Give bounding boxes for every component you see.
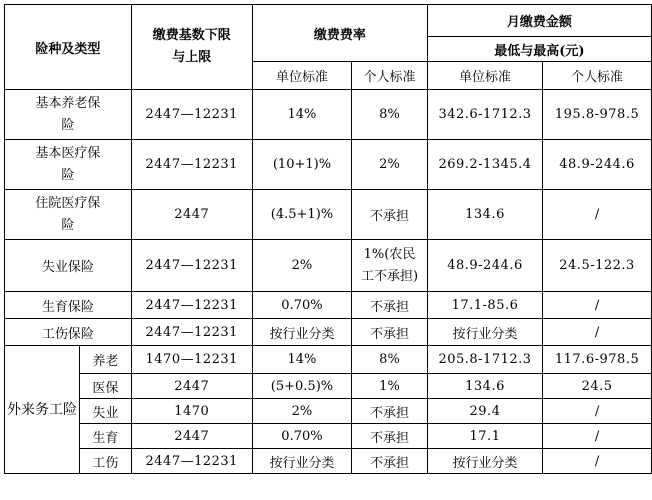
- header-base-range: [131, 5, 252, 90]
- row-personal-amount: 24.5: [543, 374, 652, 399]
- row-base: 1470—12231: [131, 346, 252, 374]
- social-insurance-table: [4, 4, 652, 474]
- row-name: 生育: [80, 424, 132, 449]
- table-row: [5, 374, 652, 399]
- row-personal-rate: [352, 240, 428, 292]
- row-unit-amount: 134.6: [427, 374, 542, 399]
- row-personal-rate: 1%: [352, 374, 428, 399]
- header-rate: 缴费费率: [252, 5, 427, 62]
- header-personal-standard-2: 个人标准: [543, 62, 652, 90]
- row-personal-amount: /: [543, 424, 652, 449]
- header-personal-standard: 个人标准: [352, 62, 428, 90]
- row-name-line1: 基本医疗保: [35, 145, 101, 161]
- row-base: 2447—12231: [131, 319, 252, 346]
- row-unit-rate: 2%: [252, 399, 351, 424]
- row-name-line2: 险: [61, 217, 75, 233]
- row-base: 1470: [131, 399, 252, 424]
- row-name-line2: 险: [61, 167, 75, 183]
- row-unit-rate: 0.70%: [252, 292, 351, 319]
- row-name-line2: 险: [61, 117, 75, 133]
- row-unit-amount: 269.2-1345.4: [427, 140, 542, 190]
- row-unit-amount: 48.9-244.6: [427, 240, 542, 292]
- row-unit-rate: 0.70%: [252, 424, 351, 449]
- row-personal-rate: 不承担: [352, 449, 428, 474]
- row-personal-amount: /: [543, 190, 652, 240]
- row-unit-rate: 2%: [252, 240, 351, 292]
- row-personal-amount: 195.8-978.5: [543, 90, 652, 140]
- row-personal-amount: /: [543, 449, 652, 474]
- row-name: 失业: [80, 399, 132, 424]
- row-unit-rate: (4.5+1)%: [252, 190, 351, 240]
- table-row: [5, 190, 652, 240]
- row-personal-rate-line1: 1%(农民: [363, 246, 416, 262]
- row-personal-amount: /: [543, 319, 652, 346]
- row-name-line1: 基本养老保: [35, 95, 101, 111]
- table-row: [5, 319, 652, 346]
- row-unit-rate: 14%: [252, 346, 351, 374]
- header-base-range-line2: 与上限: [172, 50, 212, 65]
- row-base: 2447—12231: [131, 292, 252, 319]
- row-name-line1: 住院医疗保: [35, 195, 101, 211]
- row-personal-rate: 2%: [352, 140, 428, 190]
- row-personal-rate-line2: 工不承担): [360, 268, 419, 284]
- row-personal-rate: 不承担: [352, 319, 428, 346]
- row-personal-rate: 不承担: [352, 292, 428, 319]
- row-unit-amount: 29.4: [427, 399, 542, 424]
- row-unit-rate: 按行业分类: [252, 449, 351, 474]
- row-name: 工伤: [80, 449, 132, 474]
- row-unit-amount: 按行业分类: [427, 319, 542, 346]
- row-personal-amount: /: [543, 292, 652, 319]
- row-personal-rate: 8%: [352, 346, 428, 374]
- row-name: 工伤保险: [5, 319, 132, 346]
- row-personal-amount: 117.6-978.5: [543, 346, 652, 374]
- row-unit-amount: 134.6: [427, 190, 542, 240]
- row-unit-amount: 按行业分类: [427, 449, 542, 474]
- migrant-worker-label: 外来务工险: [5, 346, 80, 474]
- row-base: 2447—12231: [131, 140, 252, 190]
- row-unit-amount: 17.1-85.6: [427, 292, 542, 319]
- row-unit-rate: 按行业分类: [252, 319, 351, 346]
- row-unit-amount: 342.6-1712.3: [427, 90, 542, 140]
- row-base: 2447—12231: [131, 90, 252, 140]
- header-monthly-amount: 月缴费金额: [427, 5, 651, 37]
- header-insurance-type: 险种及类型: [5, 5, 132, 90]
- row-name: 医保: [80, 374, 132, 399]
- row-personal-rate: 8%: [352, 90, 428, 140]
- table-row: [5, 240, 652, 292]
- row-name: 养老: [80, 346, 132, 374]
- header-base-range-line1: 缴费基数下限: [152, 28, 231, 43]
- table-row: [5, 90, 652, 140]
- table-row: [5, 140, 652, 190]
- row-name: [5, 90, 132, 140]
- row-unit-amount: 17.1: [427, 424, 542, 449]
- table-row: [5, 449, 652, 474]
- table-row: [5, 346, 652, 374]
- table-row: [5, 424, 652, 449]
- row-base: 2447: [131, 190, 252, 240]
- table-row: [5, 292, 652, 319]
- row-base: 2447: [131, 374, 252, 399]
- row-unit-rate: (5+0.5)%: [252, 374, 351, 399]
- row-base: 2447—12231: [131, 449, 252, 474]
- row-personal-rate: 不承担: [352, 399, 428, 424]
- header-unit-standard-2: 单位标准: [427, 62, 542, 90]
- row-unit-rate: 14%: [252, 90, 351, 140]
- row-personal-amount: 48.9-244.6: [543, 140, 652, 190]
- row-base: 2447—12231: [131, 240, 252, 292]
- row-name: [5, 190, 132, 240]
- row-personal-amount: /: [543, 399, 652, 424]
- row-base: 2447: [131, 424, 252, 449]
- row-name: 失业保险: [5, 240, 132, 292]
- row-unit-amount: 205.8-1712.3: [427, 346, 542, 374]
- row-personal-rate: 不承担: [352, 424, 428, 449]
- row-personal-amount: 24.5-122.3: [543, 240, 652, 292]
- row-personal-rate: 不承担: [352, 190, 428, 240]
- row-name: 生育保险: [5, 292, 132, 319]
- table-row: [5, 399, 652, 424]
- row-name: [5, 140, 132, 190]
- header-unit-standard: 单位标准: [252, 62, 351, 90]
- header-monthly-amount-sub: 最低与最高(元): [427, 37, 651, 62]
- row-unit-rate: (10+1)%: [252, 140, 351, 190]
